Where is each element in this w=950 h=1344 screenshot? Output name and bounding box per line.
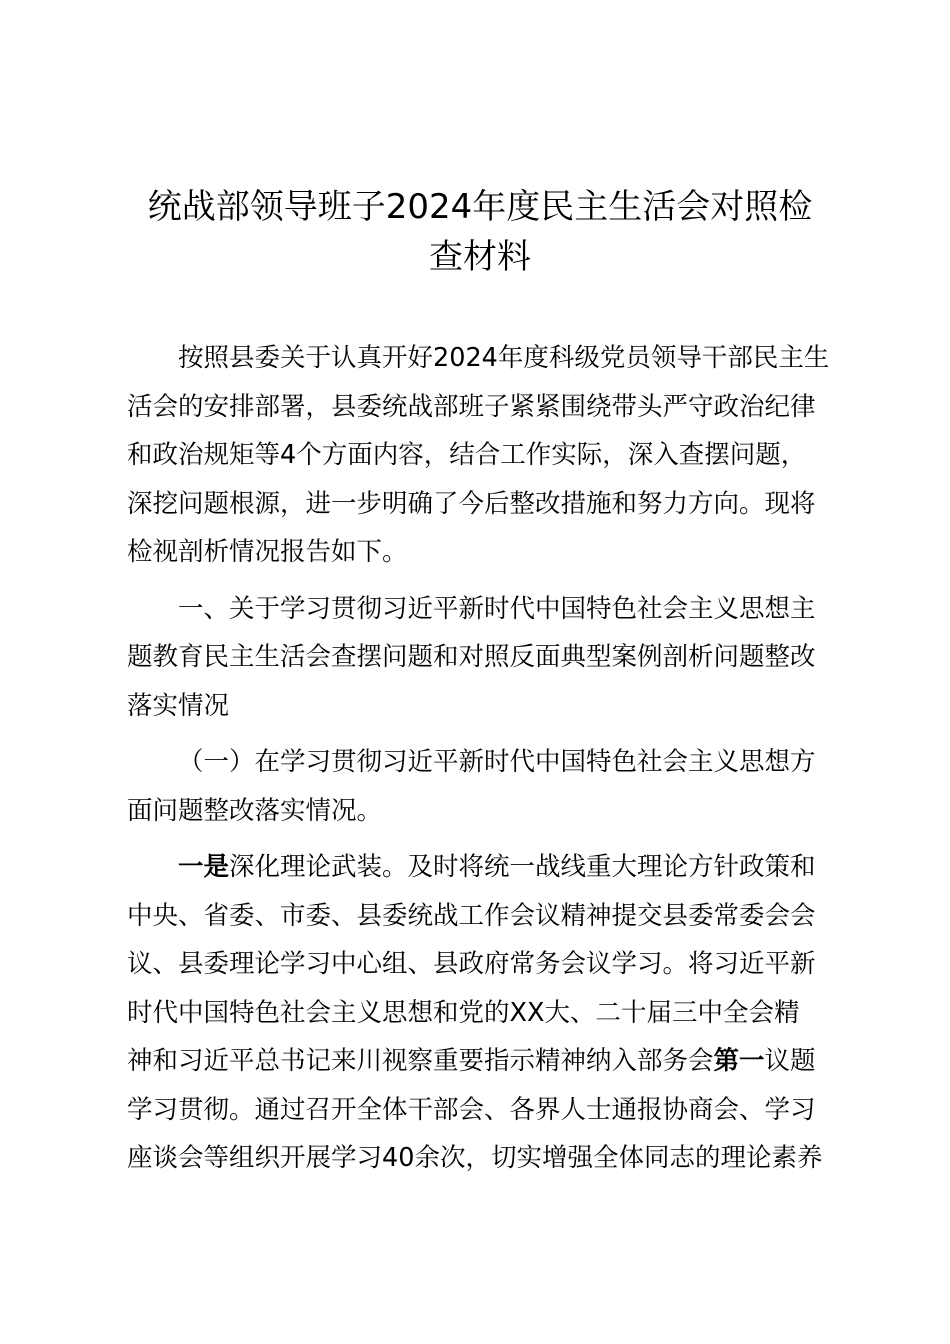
text-line: 议、县委理论学习中心组、县政府常务会议学习。将习近平新 <box>127 949 816 979</box>
text-line: 中央、省委、市委、县委统战工作会议精神提交县委常委会会 <box>127 900 816 931</box>
lead-text: 深化理论武装。及时将统一战线重大理论方针政策和 <box>229 852 816 882</box>
section-heading-1 <box>127 585 833 731</box>
text-line: 和政治规矩等4个方面内容，结合工作实际，深入查摆问题， <box>127 440 807 470</box>
text-line: 座谈会等组织开展学习40余次，切实增强全体同志的理论素养 <box>127 1143 823 1173</box>
text-segment: 议题 <box>764 1046 816 1076</box>
text-line: （一）在学习贯彻习近平新时代中国特色社会主义思想方 <box>178 747 816 777</box>
paragraph-intro <box>127 334 833 577</box>
document-title <box>120 182 840 282</box>
text-line: 一、关于学习贯彻习近平新时代中国特色社会主义思想主 <box>178 593 816 624</box>
text-line: 检视剖析情况报告如下。 <box>127 537 408 567</box>
text-line: 学习贯彻。通过召开全体干部会、各界人士通报协商会、学习 <box>127 1094 816 1125</box>
text-line: 落实情况 <box>127 690 230 721</box>
text-line: 题教育民主生活会查摆问题和对照反面典型案例剖析问题整改 <box>127 642 816 672</box>
text-line <box>127 843 833 892</box>
text-line <box>127 1037 833 1086</box>
text-line: 按照县委关于认真开好2024年度科级党员领导干部民主生 <box>178 343 830 373</box>
title-line-2: 查材料 <box>429 237 531 277</box>
title-line-1: 统战部领导班子2024年度民主生活会对照检 <box>147 187 813 227</box>
bold-emphasis: 第一 <box>713 1046 765 1076</box>
bold-lead: 一是 <box>178 852 230 882</box>
paragraph-point-1 <box>127 843 833 1183</box>
text-segment: 神和习近平总书记来川视察重要指示精神纳入部务会 <box>127 1046 714 1076</box>
text-line: 面问题整改落实情况。 <box>127 795 383 826</box>
text-line: 时代中国特色社会主义思想和党的XX大、二十届三中全会精 <box>127 997 800 1028</box>
subsection-heading-1 <box>127 738 833 835</box>
document-body <box>127 334 833 1183</box>
text-line: 活会的安排部署，县委统战部班子紧紧围绕带头严守政治纪律 <box>127 391 816 422</box>
text-line: 深挖问题根源，进一步明确了今后整改措施和努力方向。现将 <box>127 488 816 519</box>
